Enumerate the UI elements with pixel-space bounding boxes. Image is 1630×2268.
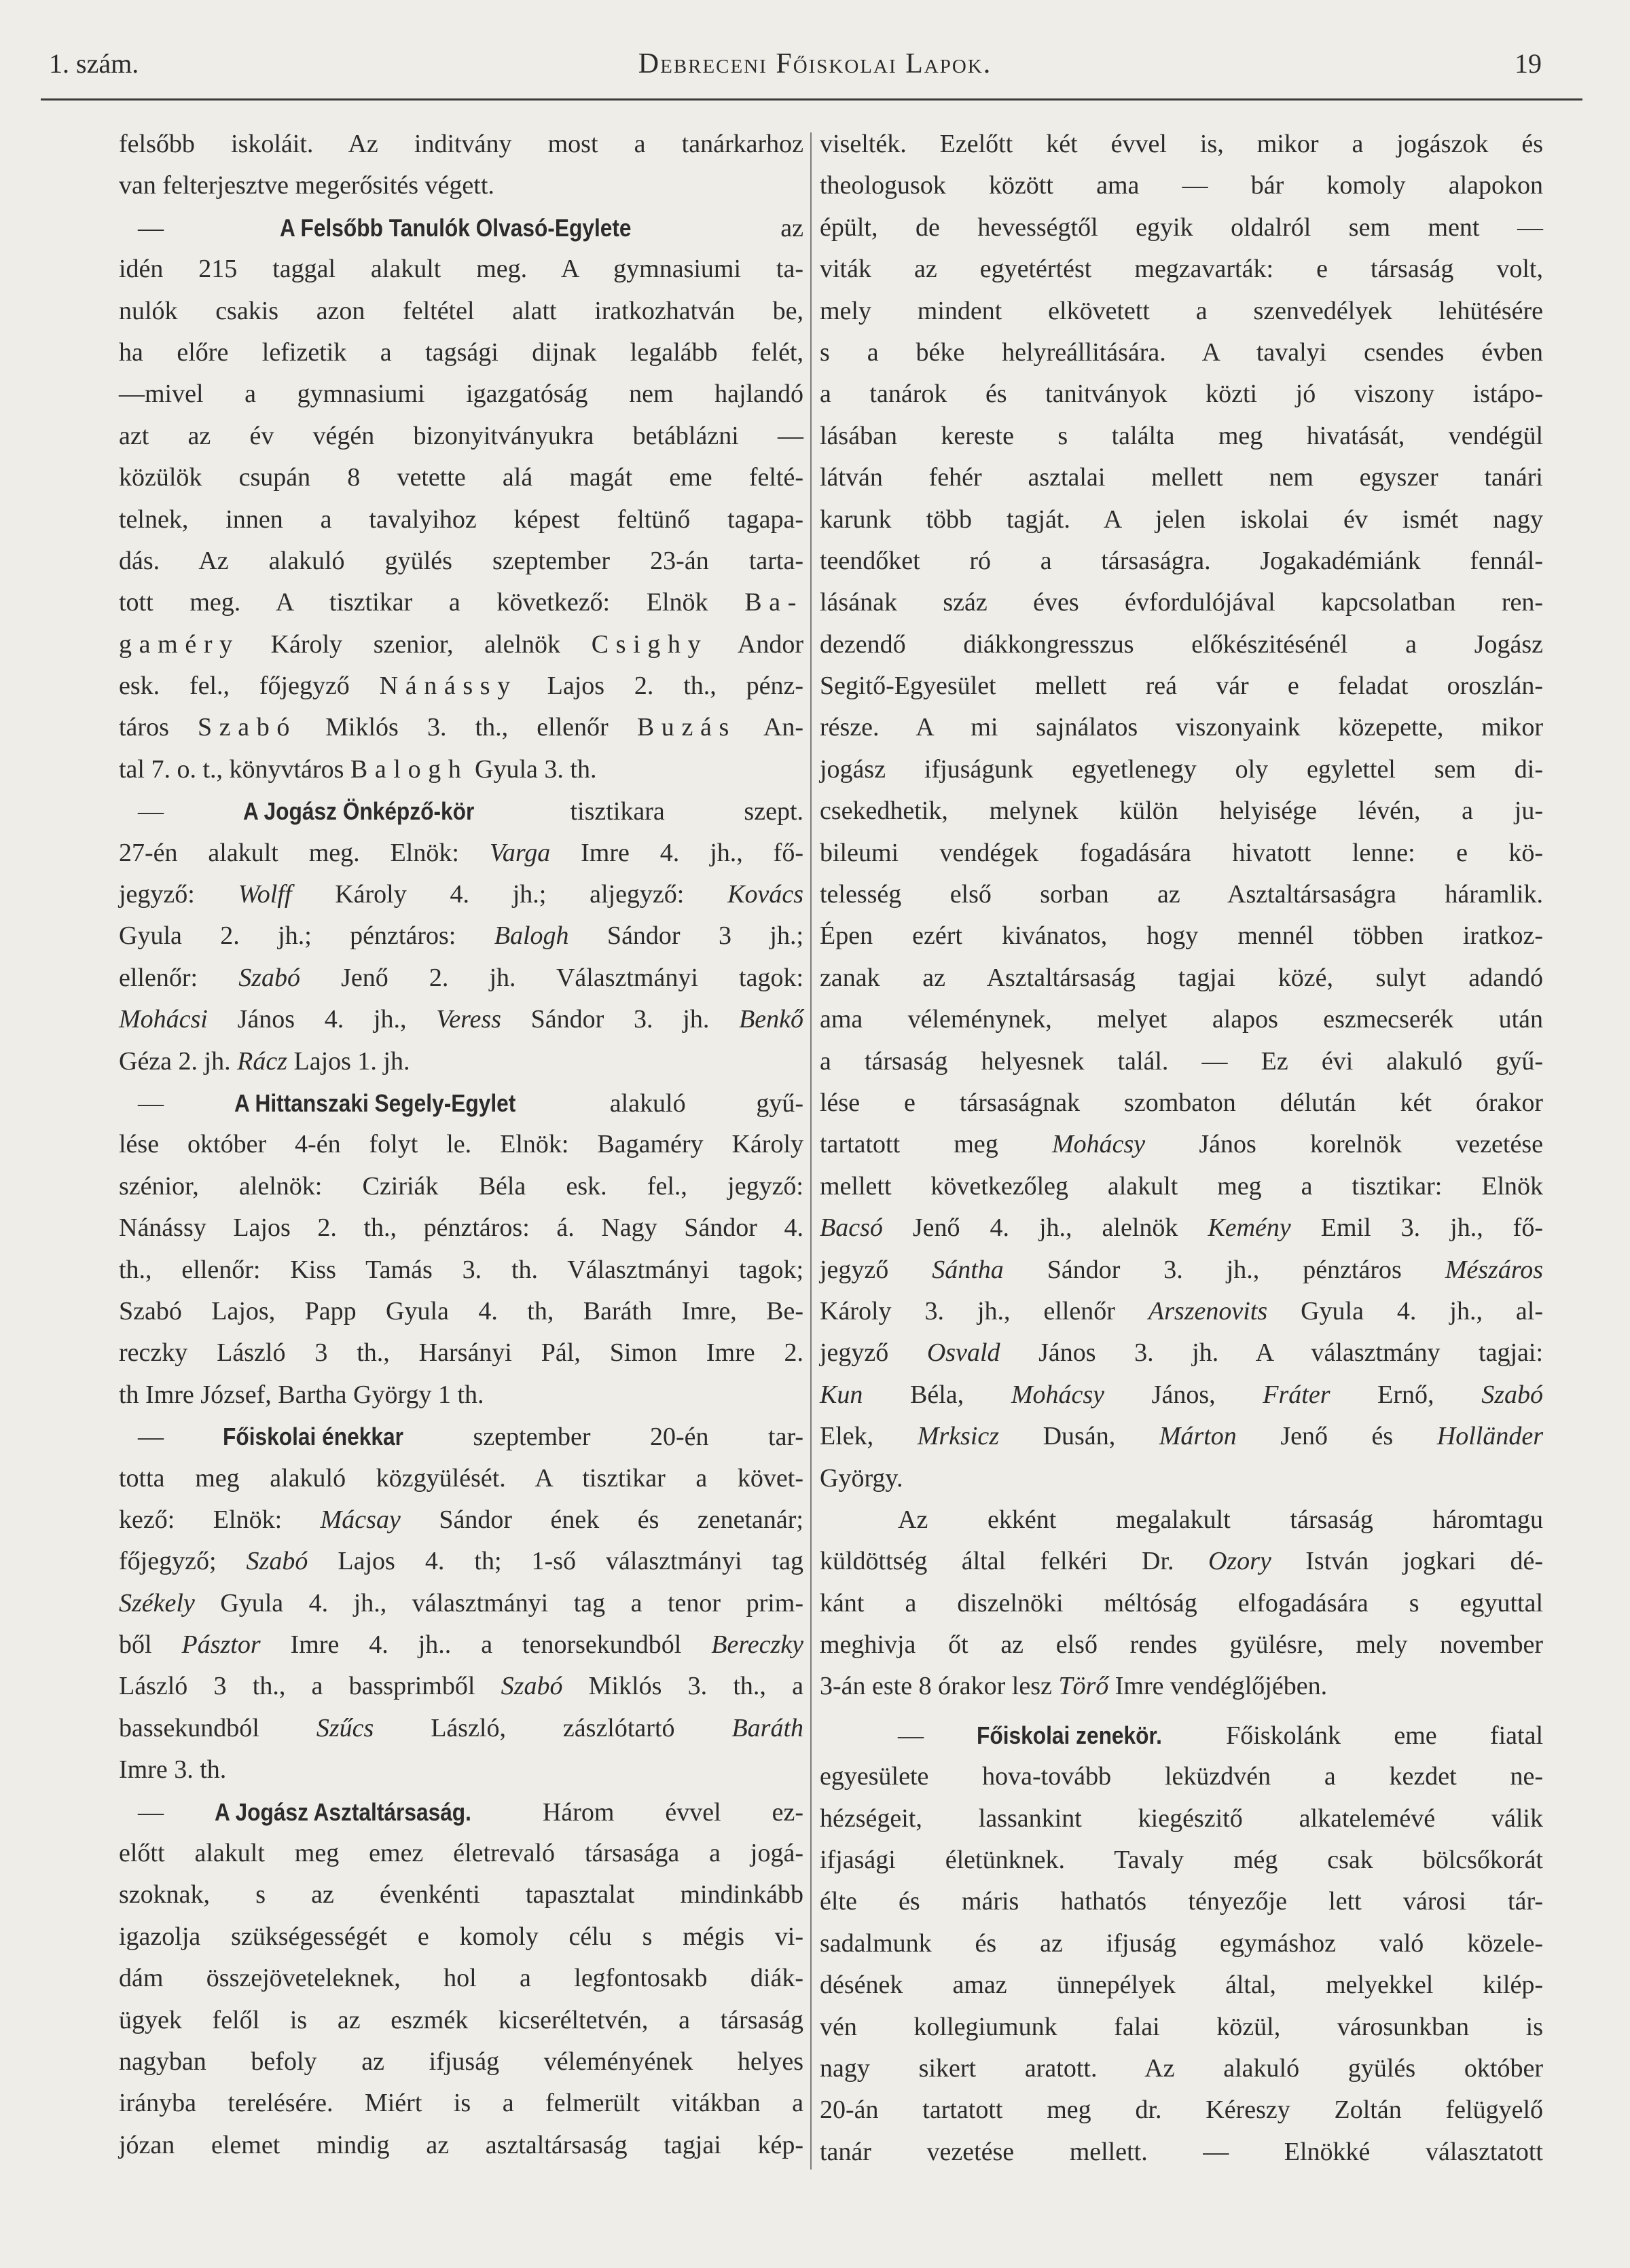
text-segment: ügyek felől is az eszmék kicseréltetvén, a társaság bbox=[119, 2005, 803, 2034]
italic-name: Varga bbox=[489, 838, 551, 867]
text-segment: irányba terelésére. Miért is a felmerült vitákban a bbox=[119, 2089, 803, 2118]
text-segment: Három évvel ez- bbox=[491, 1797, 803, 1827]
page-number: 19 bbox=[1515, 48, 1542, 79]
text-segment: józan elemet mindig az asztaltársaság tagjai kép- bbox=[119, 2130, 803, 2159]
text-segment: An- bbox=[736, 713, 803, 742]
text-segment: az bbox=[664, 213, 804, 242]
text-segment: 27-én alakult meg. Elnök: bbox=[119, 838, 490, 867]
text-line bbox=[119, 790, 803, 832]
text-segment: főjegyző; bbox=[119, 1547, 247, 1576]
text-line bbox=[119, 1958, 803, 1999]
italic-name: Törő bbox=[1058, 1672, 1109, 1701]
text-segment: István jogkari dé- bbox=[1271, 1547, 1544, 1576]
text-segment: élte és máris hathatós tényezője lett városi tár- bbox=[820, 1887, 1543, 1916]
text-line bbox=[820, 1541, 1543, 1582]
text-line bbox=[820, 833, 1543, 874]
text-line bbox=[820, 457, 1543, 498]
text-line bbox=[119, 2000, 803, 2041]
italic-name: Mészáros bbox=[1445, 1255, 1543, 1284]
text-segment: vén kollegiumunk falai közül, városunkban is bbox=[820, 2012, 1543, 2041]
text-segment: Géza 2. jh. bbox=[119, 1046, 238, 1076]
text-segment: Imre 4. jh.. a tenorsekundból bbox=[260, 1630, 712, 1660]
text-segment: zanak az Asztaltársaság tagjai közé, sulyt adandó bbox=[820, 963, 1543, 992]
text-segment: nagy sikert aratott. Az alakuló gyülés október bbox=[820, 2053, 1543, 2083]
text-segment: Lajos 2. th., pénz- bbox=[517, 672, 803, 701]
text-segment: telnek, innen a tavalyihoz képest feltünő tagapa- bbox=[119, 505, 803, 534]
text-line bbox=[820, 1291, 1543, 1332]
text-segment: Szabó Lajos, Papp Gyula 4. th, Baráth Imre, Be- bbox=[119, 1296, 803, 1325]
italic-name: Mohácsi bbox=[119, 1005, 208, 1034]
text-line bbox=[820, 1964, 1543, 2006]
text-segment: —mivel a gymnasiumi igazgatóság nem hajlandó bbox=[119, 380, 803, 409]
text-segment: 3-án este 8 órakor lesz bbox=[820, 1672, 1059, 1701]
text-line bbox=[119, 2083, 803, 2124]
text-segment: mellett következőleg alakult meg a tisztikar: Elnök bbox=[820, 1171, 1543, 1201]
text-segment: dás. Az alakuló gyülés szeptember 23-án tarta- bbox=[119, 546, 803, 575]
text-segment: közülök csupán 8 vetette alá magát eme felté- bbox=[119, 463, 803, 492]
text-line bbox=[820, 999, 1543, 1040]
italic-name: Ozory bbox=[1208, 1547, 1271, 1576]
text-line bbox=[119, 665, 803, 707]
text-line bbox=[119, 1624, 803, 1666]
text-segment: — bbox=[138, 213, 280, 242]
italic-name: Szabó bbox=[238, 963, 300, 992]
text-segment: ellenőr: bbox=[119, 963, 239, 992]
text-segment: János 3. jh. A választmány tagjai: bbox=[1000, 1338, 1544, 1368]
text-line bbox=[820, 957, 1543, 999]
text-line bbox=[119, 1291, 803, 1332]
text-line bbox=[820, 1207, 1543, 1249]
text-line bbox=[119, 915, 803, 957]
italic-name: Holländer bbox=[1436, 1422, 1543, 1451]
text-segment: ifjasági életünknek. Tavaly még csak bölcsőkorát bbox=[820, 1846, 1543, 1875]
text-segment: Imre 4. jh., fő- bbox=[550, 838, 803, 867]
text-segment: idén 215 taggal alakult meg. A gymnasiumi ta- bbox=[119, 255, 803, 284]
text-line bbox=[119, 1666, 803, 1707]
text-segment: lásának száz éves évfordulójával kapcsolatban ren- bbox=[820, 588, 1543, 617]
text-line bbox=[119, 833, 803, 874]
text-line bbox=[820, 1715, 1543, 1756]
text-line bbox=[820, 1458, 1543, 1499]
italic-name: Kovács bbox=[727, 880, 803, 909]
text-line bbox=[820, 207, 1543, 249]
text-segment: táros bbox=[119, 713, 198, 742]
left-column bbox=[119, 124, 803, 2166]
text-line bbox=[119, 1833, 803, 1874]
text-line bbox=[119, 541, 803, 582]
italic-name: Arszenovits bbox=[1148, 1296, 1268, 1325]
italic-name: Sántha bbox=[932, 1255, 1004, 1284]
text-segment: nagyban befoly az ifjuság véleményének helyes bbox=[119, 2047, 803, 2076]
text-line bbox=[820, 1124, 1543, 1165]
text-segment: tal 7. o. t., könyvtáros bbox=[119, 754, 350, 784]
text-line bbox=[820, 2089, 1543, 2131]
text-segment: János, bbox=[1104, 1380, 1263, 1409]
text-line bbox=[119, 999, 803, 1040]
text-segment: látván fehér asztalai mellett nem egyszer tanári bbox=[820, 463, 1543, 492]
italic-name: Kemény bbox=[1208, 1213, 1291, 1243]
text-segment: László, zászlótartó bbox=[374, 1713, 732, 1742]
text-line bbox=[119, 1874, 803, 1916]
text-line bbox=[820, 1041, 1543, 1082]
text-segment: Sándor 3. jh. bbox=[501, 1005, 740, 1034]
italic-name: Szabó bbox=[501, 1672, 563, 1701]
text-segment: — bbox=[138, 797, 243, 826]
text-segment: Károly 4. jh.; aljegyző: bbox=[291, 880, 728, 909]
text-line bbox=[820, 1082, 1543, 1124]
text-line bbox=[820, 1624, 1543, 1666]
text-line bbox=[820, 332, 1543, 373]
spaced-name: Csighy bbox=[591, 629, 708, 659]
text-segment: Sándor 3. jh., pénztáros bbox=[1003, 1255, 1445, 1284]
text-segment: lése október 4-én folyt le. Elnök: Bagaméry Károly bbox=[119, 1130, 803, 1159]
spaced-name: Szabó bbox=[197, 713, 297, 742]
text-line bbox=[820, 249, 1543, 290]
text-line bbox=[119, 1458, 803, 1499]
section-heading: Főiskolai zenekör. bbox=[977, 1721, 1163, 1749]
text-segment: jegyző bbox=[820, 1338, 927, 1368]
text-segment: igazolja szükségességét e komoly célu s mégis vi- bbox=[119, 1922, 803, 1951]
text-segment: reczky László 3 th., Harsányi Pál, Simon Imre 2. bbox=[119, 1338, 803, 1368]
text-segment: van felterjesztve megerősités végett. bbox=[119, 171, 494, 200]
text-line bbox=[119, 457, 803, 498]
text-line bbox=[820, 1332, 1543, 1374]
text-segment: Emil 3. jh., fő- bbox=[1290, 1213, 1543, 1243]
text-segment: János 4. jh., bbox=[207, 1005, 437, 1034]
section-heading: A Hittanszaki Segely-Egylet bbox=[234, 1089, 516, 1117]
section-heading: A Jogász Asztaltársaság. bbox=[214, 1797, 471, 1826]
italic-name: Kun bbox=[820, 1380, 863, 1409]
italic-name: Szűcs bbox=[316, 1713, 374, 1742]
text-segment: meghivja őt az első rendes gyülésre, mely november bbox=[820, 1630, 1543, 1660]
italic-name: Balogh bbox=[494, 921, 569, 951]
text-line bbox=[119, 2041, 803, 2083]
section-heading: A Felsőbb Tanulók Olvasó-Egylete bbox=[279, 213, 632, 242]
section-heading: A Jogász Önképző-kör bbox=[242, 797, 475, 826]
text-line bbox=[119, 1708, 803, 1749]
text-line bbox=[119, 249, 803, 290]
text-segment: 20-án tartatott meg dr. Kéreszy Zoltán felügyelő bbox=[820, 2096, 1543, 2125]
italic-name: Márton bbox=[1159, 1422, 1237, 1451]
text-segment: előtt alakult meg emez életrevaló társasága a jogá- bbox=[119, 1839, 803, 1868]
text-line bbox=[820, 165, 1543, 206]
text-segment: felsőbb iskoláit. Az inditvány most a tanárkarhoz bbox=[119, 130, 803, 158]
text-segment: György. bbox=[820, 1463, 903, 1493]
journal-title: Debreceni Főiskolai Lapok. bbox=[638, 48, 992, 79]
text-segment: Gyula 3. th. bbox=[468, 754, 597, 784]
text-segment: jogász ifjuságunk egyetlenegy oly egylettel sem di- bbox=[820, 754, 1543, 784]
italic-name: Bacsó bbox=[820, 1213, 883, 1243]
italic-name: Bereczky bbox=[711, 1630, 803, 1660]
italic-name: Wolff bbox=[238, 880, 292, 909]
text-line bbox=[119, 1332, 803, 1374]
text-line bbox=[820, 1166, 1543, 1207]
text-segment: jegyző bbox=[820, 1255, 932, 1284]
italic-name: Fráter bbox=[1263, 1380, 1330, 1409]
text-segment: azt az év végén bizonyitványukra betáblázni — bbox=[119, 421, 803, 450]
text-line bbox=[119, 957, 803, 999]
text-segment: Elek, bbox=[820, 1422, 918, 1451]
right-column bbox=[820, 124, 1543, 2173]
text-line bbox=[820, 1840, 1543, 1881]
text-segment: lásában kereste s találta meg hivatását, vendégül bbox=[820, 421, 1543, 450]
text-segment: tott meg. A tisztikar a következő: Elnök bbox=[119, 588, 745, 617]
text-segment: tisztikara szept. bbox=[490, 797, 804, 826]
text-segment: kező: Elnök: bbox=[119, 1505, 321, 1534]
italic-name: Mohácsy bbox=[1011, 1380, 1105, 1409]
text-segment: sadalmunk és az ifjuság egymáshoz való közele- bbox=[820, 1928, 1543, 1958]
italic-name: Veress bbox=[436, 1005, 501, 1034]
text-line bbox=[119, 1041, 803, 1082]
text-line bbox=[820, 1923, 1543, 1964]
text-line bbox=[820, 1499, 1543, 1541]
text-line bbox=[820, 1798, 1543, 1840]
text-segment: Dusán, bbox=[999, 1422, 1159, 1451]
text-line bbox=[119, 373, 803, 415]
text-segment: Imre vendéglőjében. bbox=[1108, 1672, 1328, 1701]
text-line bbox=[119, 1082, 803, 1124]
text-segment: Jenő 4. jh., alelnök bbox=[882, 1213, 1208, 1243]
text-segment: tanár vezetése mellett. — Elnökké választatott bbox=[820, 2137, 1543, 2166]
text-segment: — bbox=[898, 1721, 977, 1750]
text-segment: Ernő, bbox=[1330, 1380, 1482, 1409]
text-segment: Miklós 3. th., a bbox=[562, 1672, 803, 1701]
text-segment: épült, de hevességtől egyik oldalról sem ment — bbox=[820, 213, 1543, 242]
spaced-name: Balogh bbox=[350, 754, 469, 784]
text-segment: nulók csakis azon feltétel alatt iratkozhatván be, bbox=[119, 296, 803, 325]
text-segment: küldöttség által felkéri Dr. bbox=[820, 1547, 1208, 1576]
text-segment: esk. fel., főjegyző bbox=[119, 672, 380, 701]
text-segment: csekedhetik, melynek külön helyisége lévén, a ju- bbox=[820, 797, 1543, 826]
text-line bbox=[119, 499, 803, 541]
text-segment: alakuló gyű- bbox=[539, 1089, 803, 1118]
text-segment: ha előre lefizetik a tagsági dijnak legalább felét, bbox=[119, 337, 803, 367]
italic-name: Baráth bbox=[731, 1713, 803, 1742]
text-segment: jegyző: bbox=[119, 880, 238, 909]
text-line bbox=[820, 749, 1543, 790]
text-segment: telesség első sorban az Asztaltársaságra háramlik. bbox=[820, 880, 1543, 909]
text-line bbox=[119, 1791, 803, 1833]
text-segment: Lajos 1. jh. bbox=[287, 1046, 410, 1076]
text-line bbox=[820, 373, 1543, 415]
text-line bbox=[119, 1207, 803, 1249]
text-segment: Imre 3. th. bbox=[119, 1755, 227, 1785]
italic-name: Mrksicz bbox=[917, 1422, 1000, 1451]
text-segment: dám összejöveteleknek, hol a legfontosakb diák- bbox=[119, 1964, 803, 1993]
text-segment: Gyula 4. jh., al- bbox=[1267, 1296, 1543, 1325]
text-segment: szoknak, s az évenkénti tapasztalat mindinkább bbox=[119, 1880, 803, 1909]
text-line bbox=[119, 416, 803, 457]
text-line bbox=[820, 1881, 1543, 1922]
text-line bbox=[820, 624, 1543, 665]
text-segment: mely mindent elkövetett a szenvedélyek lehütésére bbox=[820, 296, 1543, 325]
text-segment: Gyula 4. jh., választmányi tag a tenor prim- bbox=[194, 1588, 803, 1617]
text-segment: bileumi vendégek fogadására hivatott lenne: e kö- bbox=[820, 838, 1543, 867]
text-line bbox=[820, 582, 1543, 623]
text-line bbox=[119, 1541, 803, 1582]
text-segment: Károly szenior, alelnök bbox=[239, 629, 592, 659]
text-line bbox=[119, 332, 803, 373]
text-line bbox=[820, 2132, 1543, 2173]
text-segment: th., ellenőr: Kiss Tamás 3. th. Választmányi tagok; bbox=[119, 1255, 803, 1284]
text-line bbox=[119, 1249, 803, 1291]
text-segment: bassekundból bbox=[119, 1713, 316, 1742]
text-line bbox=[820, 541, 1543, 582]
text-line bbox=[119, 1416, 803, 1457]
text-line bbox=[119, 874, 803, 915]
text-segment: — bbox=[138, 1423, 223, 1452]
text-line bbox=[119, 1374, 803, 1416]
text-line bbox=[820, 1416, 1543, 1457]
text-segment: Sándor 3 jh.; bbox=[568, 921, 803, 951]
text-segment: Az ekként megalakult társaság háromtagu bbox=[898, 1505, 1543, 1534]
text-segment: désének amaz ünnepélyek által, melyekkel kilép- bbox=[820, 1971, 1543, 2000]
text-segment: Segitő-Egyesület mellett reá vár e feladat oroszlán- bbox=[820, 672, 1543, 701]
text-segment: Miklós 3. th., ellenőr bbox=[297, 713, 637, 742]
italic-name: Rácz bbox=[237, 1046, 287, 1076]
spaced-name: Nánássy bbox=[379, 672, 518, 701]
column-divider bbox=[810, 132, 812, 2170]
issue-number: 1. szám. bbox=[49, 48, 139, 79]
text-segment: Károly 3. jh., ellenőr bbox=[820, 1296, 1148, 1325]
text-line bbox=[820, 291, 1543, 332]
text-line bbox=[119, 624, 803, 665]
text-line bbox=[119, 124, 803, 165]
text-segment: Jenő 2. jh. Választmányi tagok: bbox=[300, 963, 804, 992]
italic-name: Szabó bbox=[1481, 1380, 1543, 1409]
text-line bbox=[119, 582, 803, 623]
text-line bbox=[820, 124, 1543, 165]
text-segment: Andor bbox=[708, 629, 803, 659]
text-segment: Sándor ének és zenetanár; bbox=[400, 1505, 803, 1534]
italic-name: Mohácsy bbox=[1052, 1130, 1146, 1159]
text-segment: lése e társaságnak szombaton délután két órakor bbox=[820, 1088, 1543, 1117]
text-line bbox=[119, 1124, 803, 1165]
text-line bbox=[820, 1666, 1543, 1707]
text-line bbox=[820, 2007, 1543, 2048]
text-segment: a tanárok és tanitványok közti jó viszony istápo- bbox=[820, 380, 1543, 409]
text-line bbox=[820, 915, 1543, 957]
italic-name: Pásztor bbox=[181, 1630, 261, 1660]
spaced-name: gaméry bbox=[119, 629, 240, 659]
text-line bbox=[820, 1249, 1543, 1291]
text-segment: János korelnök vezetése bbox=[1145, 1130, 1543, 1159]
text-segment: szeptember 20-én tar- bbox=[414, 1423, 804, 1452]
text-segment: hézségeit, lassankint kiegészitő alkatelemévé válik bbox=[820, 1804, 1543, 1833]
text-segment: ből bbox=[119, 1630, 182, 1660]
text-line bbox=[820, 874, 1543, 915]
text-line bbox=[820, 499, 1543, 541]
text-segment: viselték. Ezelőtt két évvel is, mikor a jogászok és bbox=[820, 130, 1543, 158]
text-line bbox=[119, 1749, 803, 1791]
text-line bbox=[119, 207, 803, 249]
text-line bbox=[119, 707, 803, 748]
header-rule bbox=[41, 98, 1582, 100]
text-segment: Béla, bbox=[863, 1380, 1011, 1409]
text-line bbox=[820, 2048, 1543, 2089]
text-segment: Jenő és bbox=[1236, 1422, 1437, 1451]
text-segment: karunk több tagját. A jelen iskolai év ismét nagy bbox=[820, 505, 1543, 534]
text-segment: teendőket ró a társaságra. Jogakadémiánk fennál- bbox=[820, 546, 1543, 575]
italic-name: Mácsay bbox=[320, 1505, 401, 1534]
text-segment: kánt a diszelnöki méltóság elfogadására s egyuttal bbox=[820, 1588, 1543, 1617]
text-segment: egyesülete hova-tovább leküzdvén a kezdet ne- bbox=[820, 1762, 1543, 1791]
spaced-name: Ba- bbox=[744, 588, 803, 617]
text-line bbox=[820, 1756, 1543, 1797]
text-line bbox=[820, 1374, 1543, 1416]
text-segment: része. A mi sajnálatos viszonyaink közepette, mikor bbox=[820, 713, 1543, 742]
text-segment: ama véleménynek, melyet alapos eszmecserék után bbox=[820, 1005, 1543, 1034]
text-line bbox=[119, 1166, 803, 1207]
text-line bbox=[820, 707, 1543, 748]
text-segment: a társaság helyesnek talál. — Ez évi alakuló gyű- bbox=[820, 1046, 1543, 1076]
text-segment: th Imre József, Bartha György 1 th. bbox=[119, 1380, 484, 1409]
text-segment: szénior, alelnök: Cziriák Béla esk. fel., jegyző: bbox=[119, 1171, 803, 1201]
text-segment: Épen ezért kivánatos, hogy mennél többen iratkoz- bbox=[820, 921, 1543, 951]
section-heading: Főiskolai énekkar bbox=[223, 1423, 404, 1451]
text-segment: Főiskolánk eme fiatal bbox=[1172, 1721, 1543, 1750]
text-line bbox=[119, 2125, 803, 2166]
text-segment: totta meg alakuló közgyülését. A tisztikar a követ- bbox=[119, 1463, 803, 1493]
italic-name: Szabó bbox=[246, 1547, 308, 1576]
text-segment: — bbox=[138, 1089, 234, 1118]
text-line bbox=[119, 1499, 803, 1541]
text-segment: — bbox=[138, 1797, 215, 1827]
italic-name: Székely bbox=[119, 1588, 195, 1617]
text-segment: tartatott meg bbox=[820, 1130, 1052, 1159]
text-line bbox=[820, 790, 1543, 832]
text-line bbox=[119, 165, 803, 206]
spaced-name: Buzás bbox=[636, 713, 736, 742]
text-segment: Gyula 2. jh.; pénztáros: bbox=[119, 921, 494, 951]
text-line bbox=[820, 416, 1543, 457]
text-segment: viták az egyetértést megzavarták: e társaság volt, bbox=[820, 255, 1543, 284]
italic-name: Osvald bbox=[926, 1338, 1000, 1368]
text-segment: dezendő diákkongresszus előkészitésénél a Jogász bbox=[820, 629, 1543, 659]
text-line bbox=[820, 665, 1543, 707]
text-segment: s a béke helyreállitására. A tavalyi csendes évben bbox=[820, 337, 1543, 367]
text-line bbox=[119, 749, 803, 790]
text-line bbox=[119, 291, 803, 332]
text-segment: Nánássy Lajos 2. th., pénztáros: á. Nagy Sándor 4. bbox=[119, 1213, 803, 1243]
text-segment: László 3 th., a bassprimből bbox=[119, 1672, 501, 1701]
text-line bbox=[820, 1583, 1543, 1624]
text-segment: Lajos 4. th; 1-ső választmányi tag bbox=[308, 1547, 803, 1576]
italic-name: Benkő bbox=[739, 1005, 804, 1034]
text-line bbox=[119, 1583, 803, 1624]
text-line bbox=[119, 1916, 803, 1958]
text-segment: theologusok között ama — bár komoly alapokon bbox=[820, 171, 1543, 200]
